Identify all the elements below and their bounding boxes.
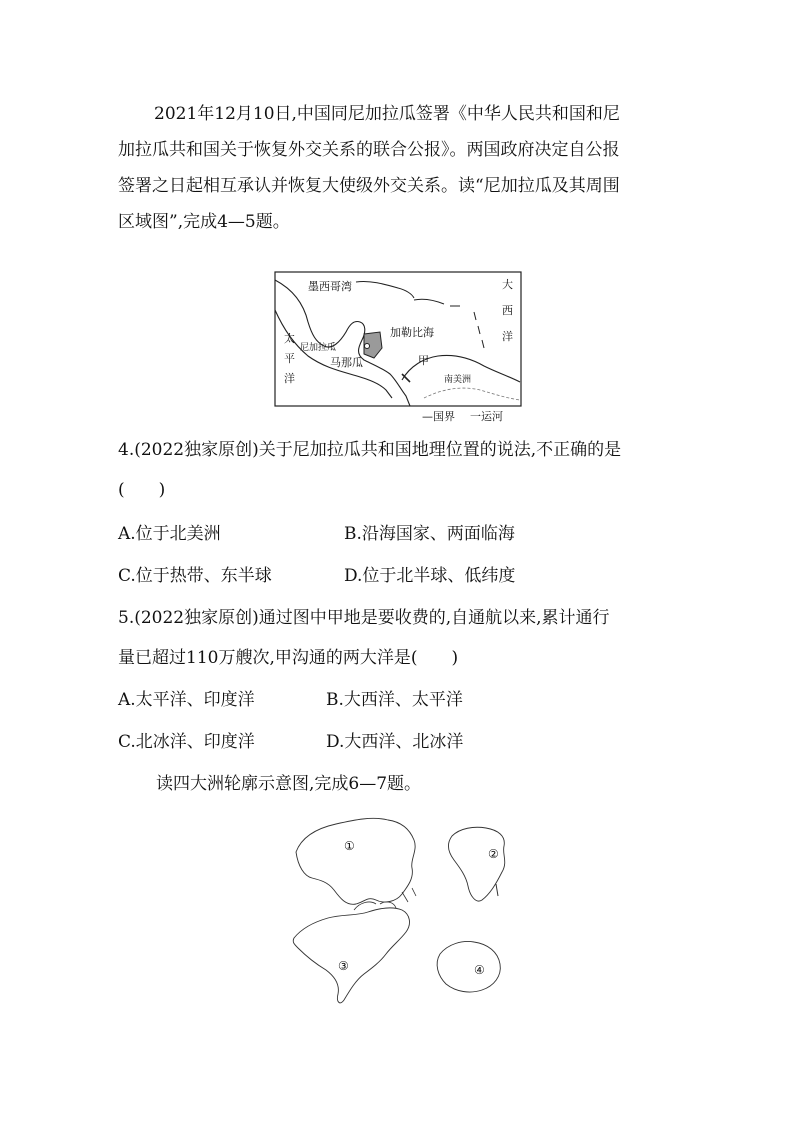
q5-option-c[interactable]: C.北冰洋、印度洋 (118, 732, 255, 752)
label-gulf-mexico: 墨西哥湾 (308, 280, 352, 293)
label-continent-4: ④ (474, 963, 485, 977)
legend-border: —国界 (422, 410, 455, 423)
q4-stem-line-2: ( ) (118, 480, 166, 500)
intro2-text: 读四大洲轮廓示意图,完成6—7题。 (156, 774, 422, 794)
intro-paragraph (118, 96, 678, 240)
label-pacific-1: 太 (284, 332, 295, 345)
q5-stem-line-1: 5.(2022独家原创)通过图中甲地是要收费的,自通航以来,累计通行 (118, 608, 610, 628)
madagascar (496, 884, 498, 896)
nicaragua-region-map (274, 270, 524, 428)
label-atlantic-2: 西 (502, 304, 513, 317)
intro-line-1: 2021年12月10日,中国同尼加拉瓜签署《中华人民共和国和尼 (154, 104, 620, 124)
label-caribbean: 加勒比海 (390, 326, 434, 339)
label-continent-2: ② (488, 847, 499, 861)
label-pacific-2: 平 (284, 352, 295, 365)
label-continent-1: ① (344, 839, 355, 853)
label-nicaragua: 尼加拉瓜 (300, 343, 337, 353)
q4-option-c[interactable]: C.位于热带、东半球 (118, 566, 272, 586)
legend-canal: 一运河 (470, 410, 503, 423)
asia-outline (296, 818, 415, 904)
label-atlantic-3: 洋 (502, 330, 513, 343)
q4-stem-line-1: 4.(2022独家原创)关于尼加拉瓜共和国地理位置的说法,不正确的是 (118, 440, 622, 460)
antarctica-outline (437, 942, 500, 993)
label-continent-3: ③ (338, 959, 349, 973)
capital-marker (365, 344, 370, 349)
q4-option-b[interactable]: B.沿海国家、两面临海 (344, 524, 515, 544)
q5-option-a[interactable]: A.太平洋、印度洋 (118, 690, 255, 710)
q5-stem-line-2: 量已超过110万艘次,甲沟通的两大洋是( ) (118, 648, 459, 668)
label-panama: 马那瓜 (330, 356, 363, 369)
label-atlantic-1: 大 (502, 278, 513, 291)
label-pacific-3: 洋 (284, 372, 295, 385)
intro-line-4: 区域图”,完成4—5题。 (118, 212, 290, 232)
intro-line-3: 签署之日起相互承认并恢复大使级外交关系。读“尼加拉瓜及其周围 (118, 176, 620, 196)
q4-option-d[interactable]: D.位于北半球、低纬度 (344, 566, 516, 586)
intro-line-2: 加拉瓜共和国关于恢复外交关系的联合公报》。两国政府决定自公报 (118, 140, 620, 160)
label-jia: 甲 (418, 354, 429, 367)
q4-option-a[interactable]: A.位于北美洲 (118, 524, 221, 544)
label-south-america: 南美洲 (444, 375, 472, 385)
north-america-outline (293, 908, 409, 1003)
q5-option-b[interactable]: B.大西洋、太平洋 (326, 690, 463, 710)
continents-outline-map (284, 806, 520, 1012)
q5-option-d[interactable]: D.大西洋、北冰洋 (326, 732, 464, 752)
africa-outline (448, 827, 504, 901)
